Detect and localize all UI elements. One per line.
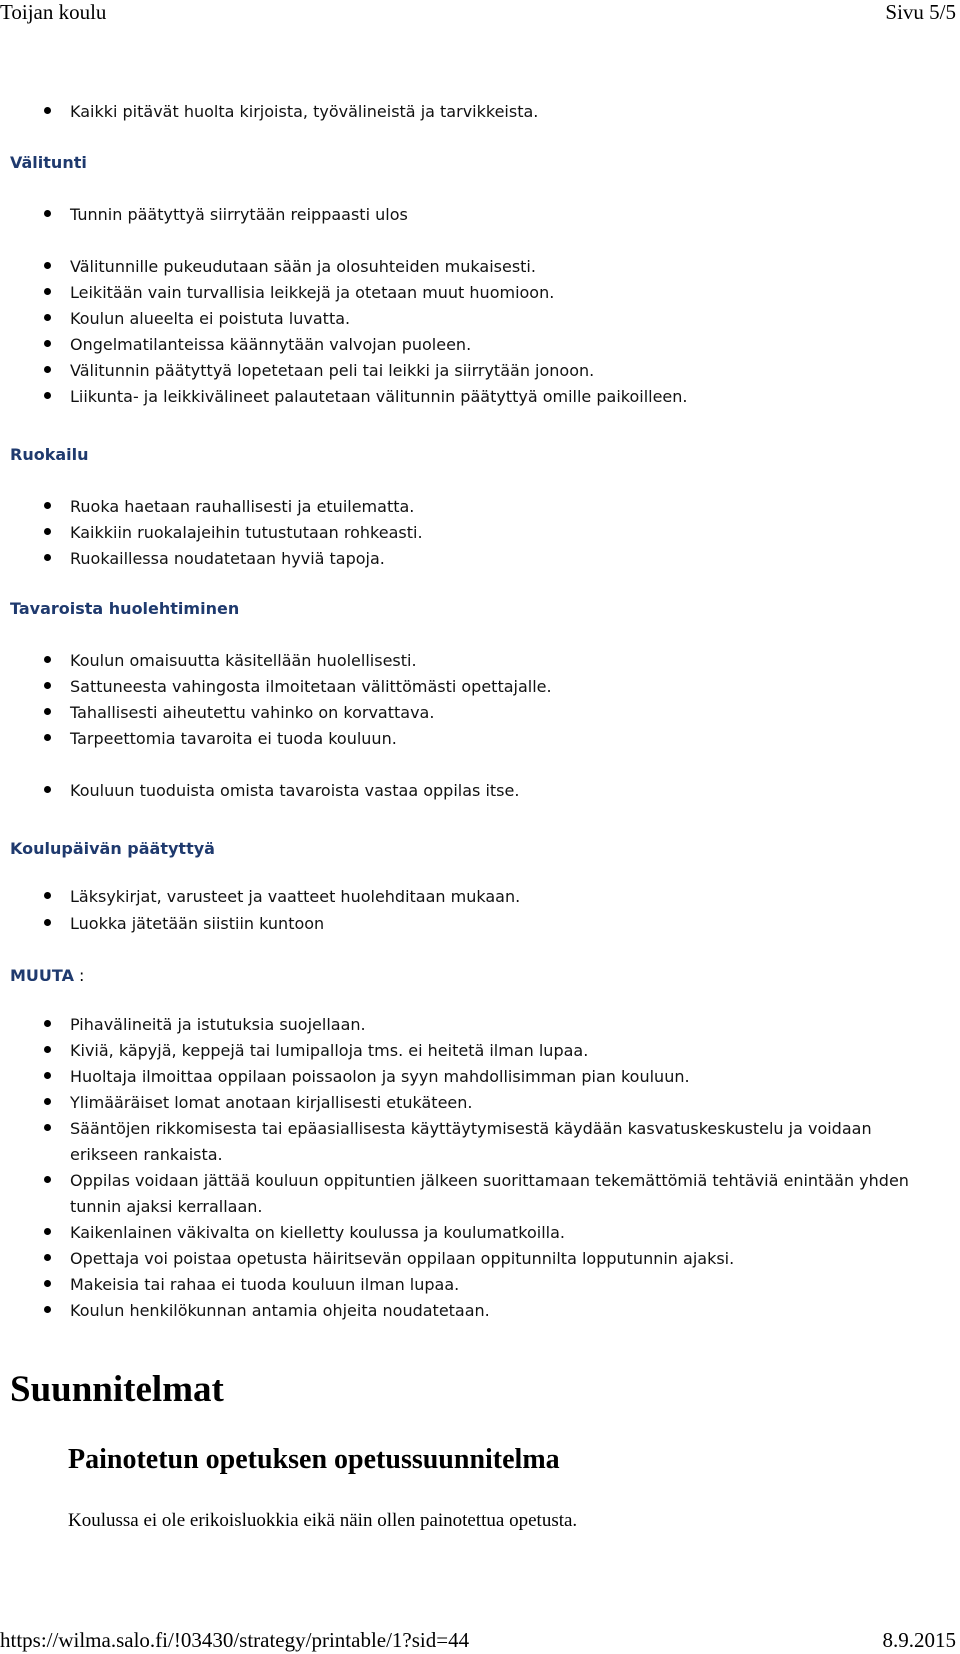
list-item: Kaikki pitävät huolta kirjoista, työvälineistä ja tarvikkeista. <box>40 99 940 125</box>
list-item: Välitunnin päätyttyä lopetetaan peli tai leikki ja siirrytään jonoon. <box>40 358 940 384</box>
bullet-icon <box>44 1046 51 1053</box>
bullet-icon <box>44 528 51 535</box>
list-item: Sattuneesta vahingosta ilmoitetaan välittömästi opettajalle. <box>40 674 940 700</box>
bullet-icon <box>44 892 51 899</box>
list-item: Opettaja voi poistaa opetusta häiritsevän oppilaan oppitunnilta lopputunnin ajaksi. <box>40 1246 940 1272</box>
section-heading-muuta-colon: : <box>73 966 85 985</box>
list-item: Ongelmatilanteissa käännytään valvojan puoleen. <box>40 332 940 358</box>
section-heading-ruokailu: Ruokailu <box>10 445 89 464</box>
bullet-icon <box>44 1124 51 1131</box>
bullet-icon <box>44 288 51 295</box>
list-item: Koulun omaisuutta käsitellään huolellisesti. <box>40 648 940 674</box>
bullet-icon <box>44 1280 51 1287</box>
bullet-icon <box>44 554 51 561</box>
bullet-icon <box>44 107 51 114</box>
list-item: Ruoka haetaan rauhallisesti ja etuilematta. <box>40 494 940 520</box>
heading-painotetun-opetuksen: Painotetun opetuksen opetussuunnitelma <box>68 1444 560 1475</box>
bullet-icon <box>44 262 51 269</box>
heading-suunnitelmat: Suunnitelmat <box>10 1369 224 1410</box>
list-item: Kaikenlainen väkivalta on kielletty koulussa ja koulumatkoilla. <box>40 1220 940 1246</box>
bullet-icon <box>44 210 51 217</box>
page-footer-date: 8.9.2015 <box>882 1628 956 1652</box>
bullet-icon <box>44 392 51 399</box>
list-item: Tarpeettomia tavaroita ei tuoda kouluun. <box>40 726 940 752</box>
list-item: Kaikkiin ruokalajeihin tutustutaan rohkeasti. <box>40 520 940 546</box>
list-item: Tunnin päätyttyä siirrytään reippaasti ulos <box>40 202 940 228</box>
list-item: Huoltaja ilmoittaa oppilaan poissaolon ja syyn mahdollisimman pian kouluun. <box>40 1064 940 1090</box>
list-item: Kiviä, käpyjä, keppejä tai lumipalloja tms. ei heitetä ilman lupaa. <box>40 1038 940 1064</box>
bullet-icon <box>44 1306 51 1313</box>
bullet-icon <box>44 1176 51 1183</box>
bullet-icon <box>44 366 51 373</box>
bullet-icon <box>44 340 51 347</box>
bullet-icon <box>44 656 51 663</box>
list-item: Luokka jätetään siistiin kuntoon <box>40 911 940 937</box>
bullet-icon <box>44 1228 51 1235</box>
section-heading-valitunti: Välitunti <box>10 153 87 172</box>
bullet-icon <box>44 919 51 926</box>
list-item: Kouluun tuoduista omista tavaroista vastaa oppilas itse. <box>40 778 940 804</box>
section-heading-tavaroista: Tavaroista huolehtiminen <box>10 599 240 618</box>
list-item: Sääntöjen rikkomisesta tai epäasiallisesta käyttäytymisestä käydään kasvatuskeskustelu ja voidaan erikseen rankaista. <box>40 1116 940 1168</box>
list-item: Pihavälineitä ja istutuksia suojellaan. <box>40 1012 940 1038</box>
section-heading-muuta-label: MUUTA <box>10 966 74 985</box>
list-item: Liikunta- ja leikkivälineet palautetaan välitunnin päätyttyä omille paikoilleen. <box>40 384 940 410</box>
bullet-icon <box>44 682 51 689</box>
list-item: Ruokaillessa noudatetaan hyviä tapoja. <box>40 546 940 572</box>
page-footer-url: https://wilma.salo.fi/!03430/strategy/printable/1?sid=44 <box>0 1628 470 1652</box>
list-item: Ylimääräiset lomat anotaan kirjallisesti etukäteen. <box>40 1090 940 1116</box>
section-heading-koulupaiva: Koulupäivän päätyttyä <box>10 839 215 858</box>
bullet-icon <box>44 314 51 321</box>
list-item: Makeisia tai rahaa ei tuoda kouluun ilman lupaa. <box>40 1272 940 1298</box>
list-item: Koulun henkilökunnan antamia ohjeita noudatetaan. <box>40 1298 940 1324</box>
list-item: Koulun alueelta ei poistuta luvatta. <box>40 306 940 332</box>
list-item: Oppilas voidaan jättää kouluun oppituntien jälkeen suorittamaan tekemättömiä tehtäviä enintään yhden tunnin ajaksi kerrallaan. <box>40 1168 940 1220</box>
bullet-icon <box>44 1254 51 1261</box>
page-header-page-number: Sivu 5/5 <box>885 0 956 24</box>
bullet-icon <box>44 502 51 509</box>
page-header-school: Toijan koulu <box>0 0 107 24</box>
list-item: Tahallisesti aiheutettu vahinko on korvattava. <box>40 700 940 726</box>
paragraph-painotettu-opetus: Koulussa ei ole erikoisluokkia eikä näin ollen painotettua opetusta. <box>68 1510 578 1531</box>
bullet-icon <box>44 1098 51 1105</box>
bullet-icon <box>44 786 51 793</box>
section-heading-muuta <box>10 966 84 985</box>
bullet-icon <box>44 734 51 741</box>
list-item: Läksykirjat, varusteet ja vaatteet huolehditaan mukaan. <box>40 884 940 910</box>
bullet-icon <box>44 1072 51 1079</box>
list-item: Välitunnille pukeudutaan sään ja olosuhteiden mukaisesti. <box>40 254 940 280</box>
list-item: Leikitään vain turvallisia leikkejä ja otetaan muut huomioon. <box>40 280 940 306</box>
bullet-icon <box>44 1020 51 1027</box>
bullet-icon <box>44 708 51 715</box>
